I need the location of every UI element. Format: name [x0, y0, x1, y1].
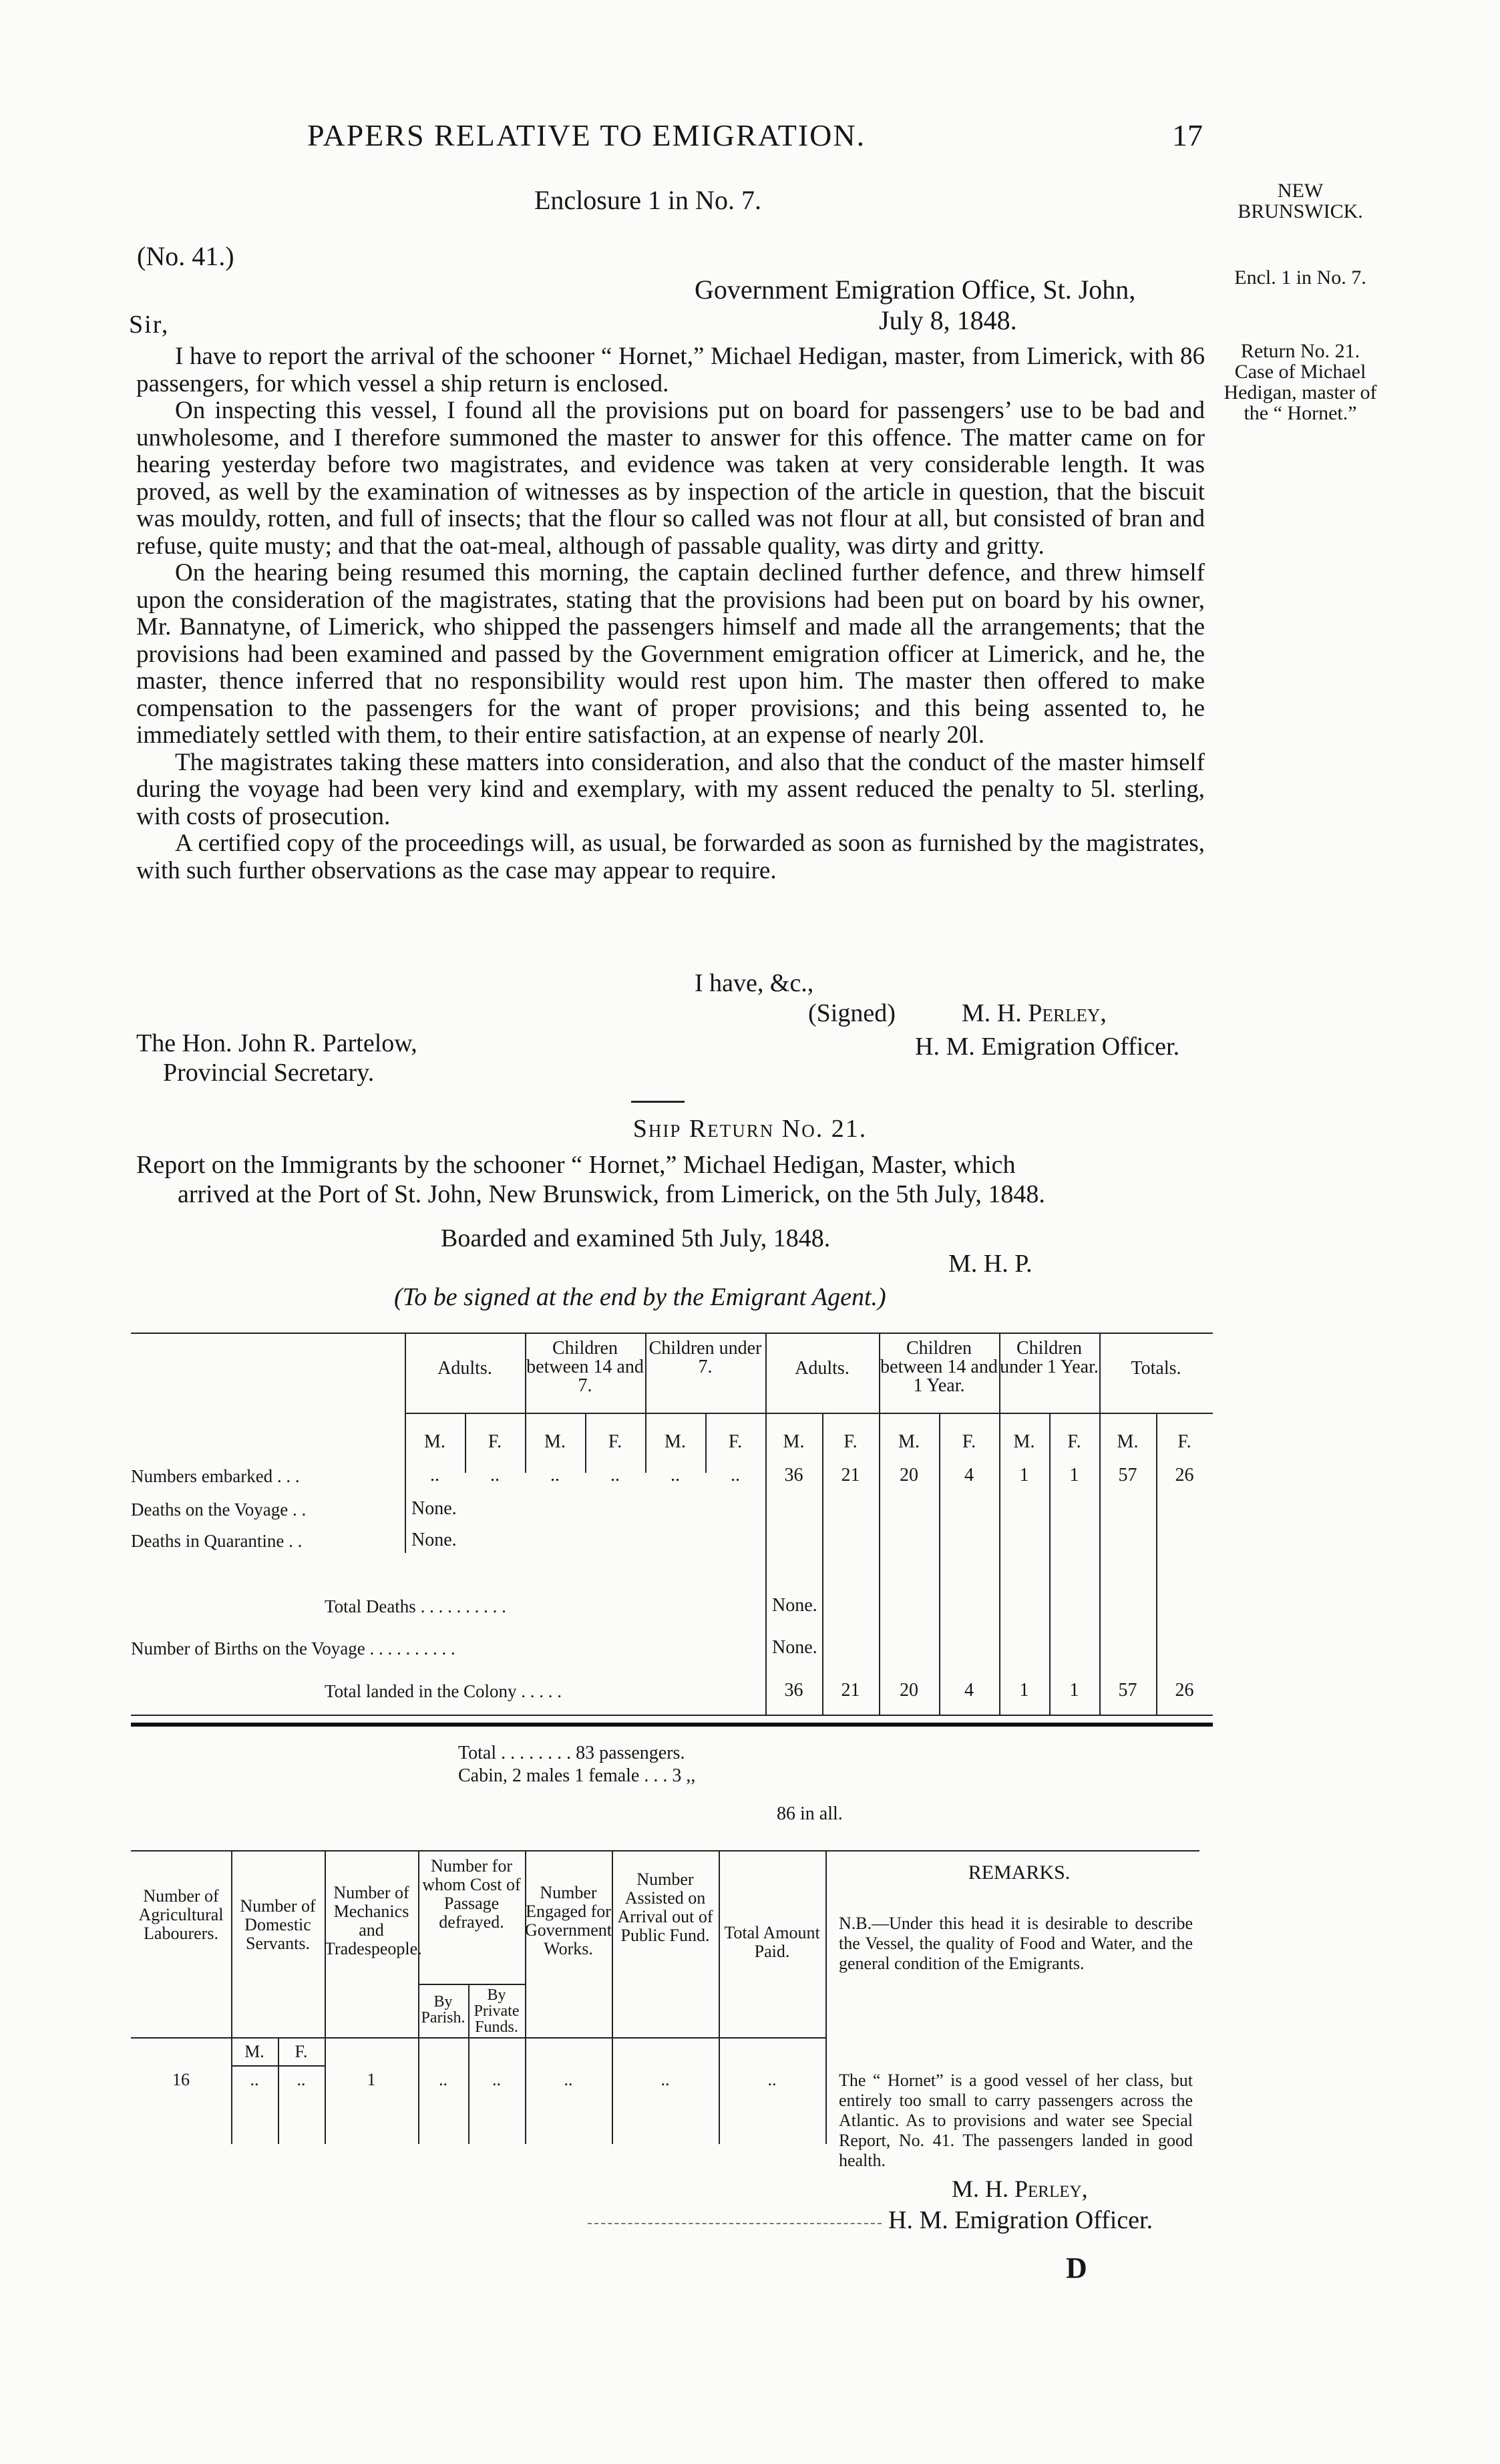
ship-return-heading: Ship Return No. 21.: [632, 1115, 868, 1143]
table-rule: [1156, 1413, 1157, 1715]
report-line: Report on the Immigrants by the schooner “ Hornet,” Michael Hedigan, Master, which: [136, 1151, 1016, 1179]
sex-label: M.: [783, 1431, 805, 1452]
column-header: Number of Mechanics and Tradespeople.: [325, 1883, 422, 1958]
signatory-name: M. H. Perley,: [962, 999, 1107, 1027]
group-header: Children under 7.: [648, 1338, 762, 1377]
closing: I have, &c.,: [695, 969, 814, 997]
signatory-title: H. M. Emigration Officer.: [888, 2206, 1153, 2234]
enclosure-heading: Enclosure 1 in No. 7.: [534, 185, 761, 215]
column-header: Total Amount Paid.: [724, 1923, 820, 1961]
row-label: Numbers embarked . . .: [131, 1466, 300, 1486]
table-cell: 1: [1069, 1465, 1079, 1485]
group-header: Totals.: [1131, 1358, 1181, 1379]
sex-label: F.: [1067, 1431, 1081, 1452]
sex-label: F.: [728, 1431, 743, 1452]
table-cell: 21: [841, 1680, 860, 1701]
sex-label: M.: [1013, 1431, 1035, 1452]
signature-rule: [588, 2223, 882, 2224]
table-cell: 36: [784, 1465, 803, 1485]
table-rule: [719, 1850, 720, 2144]
table-cell: 1: [1069, 1680, 1079, 1701]
sex-label: M.: [424, 1431, 445, 1452]
paragraph: A certified copy of the proceedings will, as usual, be forwarded as soon as furnished by the magistrates, with such further observations as the case may appear to require.: [136, 830, 1205, 884]
table-rule: [822, 1413, 823, 1715]
letter-body: [136, 343, 1205, 884]
table-rule: [131, 2037, 825, 2039]
table-cell: ..: [671, 1465, 680, 1485]
paragraph: On inspecting this vessel, I found all the provisions put on board for passengers’ use to be bad and unwholesome, and I therefore summoned the master to answer for this offence. The matter came on for hearing yesterday before two magistrates, and evidence was taken at very considerable length. It was proved, as well by the examination of witnesses as by inspection of the article in question, that the biscuit was mouldy, rotten, and full of insects; that the flour so called was not flour at all, but consisted of bran and refuse, quite musty; and that the oat-meal, although of passable quality, was dirty and gritty.: [136, 397, 1205, 560]
row-label: Total Deaths . . . . . . . . . .: [325, 1596, 506, 1616]
sex-label: M.: [665, 1431, 686, 1452]
margin-notes-block: [1217, 341, 1384, 423]
report-line: arrived at the Port of St. John, New Brunswick, from Limerick, on the 5th July, 1848.: [178, 1180, 1045, 1208]
row-label: Total landed in the Colony . . . . .: [325, 1681, 562, 1701]
sex-label: F.: [1177, 1431, 1191, 1452]
letter-date: July 8, 1848.: [879, 305, 1017, 335]
sex-label: F.: [608, 1431, 622, 1452]
cabin-value: 3 ,,: [672, 1765, 696, 1786]
letter-number: (No. 41.): [137, 241, 234, 271]
column-header: Number Assisted on Arrival out of Public Fund.: [617, 1870, 713, 1945]
table-cell: 26: [1175, 1465, 1194, 1485]
immigrant-table: [131, 1333, 1213, 1740]
table-rule: [1049, 1413, 1051, 1715]
running-title: PAPERS RELATIVE TO EMIGRATION.: [307, 118, 866, 152]
addressee-name: The Hon. John R. Partelow,: [136, 1029, 417, 1057]
sex-label: M.: [244, 2042, 264, 2061]
column-header: Number for whom Cost of Passage defrayed.: [422, 1856, 521, 1932]
table-cell: 16: [172, 2070, 190, 2089]
table-cell: ..: [490, 1465, 500, 1485]
remarks-text: The “ Hornet” is a good vessel of her class, but entirely too small to carry passengers across the Atlantic. As to provisions and water see Special Report, No. 41. The passengers landed in good health.: [839, 2071, 1193, 2170]
report-text: [136, 1150, 1205, 1209]
table-rule: [131, 1850, 1199, 1852]
cabin-label: Cabin, 2 males 1 female . . .: [458, 1765, 668, 1786]
table-rule: [418, 1984, 525, 1985]
column-header: By Private Funds.: [474, 1986, 520, 2036]
column-header: Number of Agricultural Labourers.: [138, 1886, 224, 1943]
letter-office: Government Emigration Office, St. John,: [695, 275, 1136, 305]
table-cell: ..: [439, 2070, 447, 2089]
table-cell: ..: [731, 1465, 740, 1485]
sex-label: F.: [488, 1431, 502, 1452]
column-header: By Parish.: [421, 1993, 465, 2027]
table-cell: ..: [550, 1465, 560, 1485]
signing-instruction: (To be signed at the end by the Emigrant Agent.): [394, 1283, 886, 1311]
table-rule: [939, 1413, 940, 1715]
paragraph: The magistrates taking these matters into consideration, and also that the conduct of the master himself during the voyage had been very kind and exemplary, with my assent reduced the penalty to 5l. sterling, with costs of prosecution.: [136, 748, 1205, 830]
signed-label: (Signed): [808, 999, 896, 1027]
table-cell: 21: [841, 1465, 860, 1485]
all-in-total: 86 in all.: [777, 1803, 843, 1824]
sex-label: M.: [1117, 1431, 1139, 1452]
table-cell: 1: [1019, 1680, 1029, 1701]
paragraph: I have to report the arrival of the schooner “ Hornet,” Michael Hedigan, master, from Limerick, with 86 passengers, for which vessel a ship return is enclosed.: [136, 343, 1205, 397]
table-cell: 1: [1019, 1465, 1029, 1485]
margin-return-ref: Return No. 21.: [1240, 340, 1360, 362]
table-cell: 36: [784, 1680, 803, 1701]
table-cell: ..: [610, 1465, 620, 1485]
sheet-signature-mark: D: [1066, 2252, 1087, 2284]
table-rule: [131, 1715, 1213, 1716]
table-cell: ..: [297, 2070, 306, 2089]
total-label: Total . . . . . . . .: [458, 1743, 572, 1763]
column-header: Number of Domestic Servants.: [240, 1896, 316, 1953]
margin-enclosure-ref: Encl. 1 in No. 7.: [1234, 267, 1366, 289]
addressee: [136, 1029, 417, 1087]
table-cell: None.: [772, 1595, 817, 1616]
margin-region: NEW BRUNSWICK.: [1238, 180, 1363, 222]
signatory-title: H. M. Emigration Officer.: [915, 1033, 1180, 1061]
table-cell: 1: [367, 2070, 376, 2089]
passenger-totals: [458, 1742, 695, 1787]
classification-table: [131, 1850, 1199, 2170]
table-cell: 4: [964, 1465, 974, 1485]
remarks-header: REMARKS.: [968, 1862, 1071, 1884]
section-divider: [631, 1101, 685, 1103]
table-cell: 57: [1118, 1465, 1137, 1485]
page-number: 17: [1172, 118, 1203, 152]
salutation: Sir,: [129, 311, 170, 339]
table-cell: 20: [900, 1465, 918, 1485]
row-label: Deaths in Quarantine . .: [131, 1531, 303, 1551]
sex-label: F.: [295, 2042, 308, 2061]
row-label: Number of Births on the Voyage . . . . . . . . . .: [131, 1638, 455, 1658]
table-rule: [231, 1850, 232, 2144]
table-cell: ..: [492, 2070, 501, 2089]
table-cell: None.: [411, 1498, 457, 1519]
boarded-line: Boarded and examined 5th July, 1848.: [441, 1224, 831, 1252]
group-header: Children between 14 and 1 Year.: [880, 1338, 998, 1396]
table-rule: [1099, 1333, 1101, 1715]
table-cell: None.: [411, 1530, 457, 1550]
column-header: Number Engaged for Government Works.: [525, 1883, 612, 1958]
table-cell: ..: [661, 2070, 670, 2089]
total-value: 83 passengers.: [576, 1743, 685, 1763]
signatory-name: M. H. Perley,: [952, 2175, 1088, 2202]
table-cell: 57: [1118, 1680, 1137, 1701]
table-rule: [131, 1723, 1213, 1727]
table-cell: 20: [900, 1680, 918, 1701]
row-label: Deaths on the Voyage . .: [131, 1500, 307, 1520]
group-header: Children between 14 and 7.: [526, 1338, 644, 1396]
table-cell: ..: [430, 1465, 439, 1485]
remarks-note: N.B.—Under this head it is desirable to describe the Vessel, the quality of Food and Water, and the general condition of the Emigrants.: [839, 1914, 1193, 1973]
paragraph: On the hearing being resumed this morning, the captain declined further defence, and threw himself upon the consideration of the magistrates, stating that the provisions had been put on board by his owner, Mr. Bannatyne, of Limerick, who shipped the passengers himself and made all the arrangements; that the provisions had been examined and passed by the Government emigration officer at Limerick, and he, the master, thence inferred that no responsibility would rest upon him. The master then offered to make compensation to the passengers for the want of proper provisions; and this being assented to, he immediately settled with them, to their entire satisfaction, at an expense of nearly 20l.: [136, 559, 1205, 749]
table-rule: [765, 1333, 767, 1715]
margin-case-note: Case of Michael Hedigan, master of the “ Hornet.”: [1224, 361, 1377, 424]
table-rule: [825, 1850, 827, 2144]
addressee-title: Provincial Secretary.: [163, 1059, 375, 1087]
table-cell: ..: [767, 2070, 777, 2089]
table-rule: [131, 1333, 1213, 1334]
group-header: Adults.: [795, 1358, 850, 1379]
table-cell: 4: [964, 1680, 974, 1701]
sex-label: F.: [962, 1431, 976, 1452]
table-cell: ..: [564, 2070, 573, 2089]
initials: M. H. P.: [948, 1250, 1033, 1278]
sex-label: F.: [843, 1431, 858, 1452]
group-header: Children under 1 Year.: [1000, 1338, 1099, 1377]
table-cell: ..: [250, 2070, 259, 2089]
table-cell: 26: [1175, 1680, 1194, 1701]
table-cell: None.: [772, 1637, 817, 1658]
group-header: Adults.: [437, 1358, 492, 1379]
table-rule: [999, 1333, 1000, 1715]
sex-label: M.: [898, 1431, 920, 1452]
sex-label: M.: [544, 1431, 566, 1452]
